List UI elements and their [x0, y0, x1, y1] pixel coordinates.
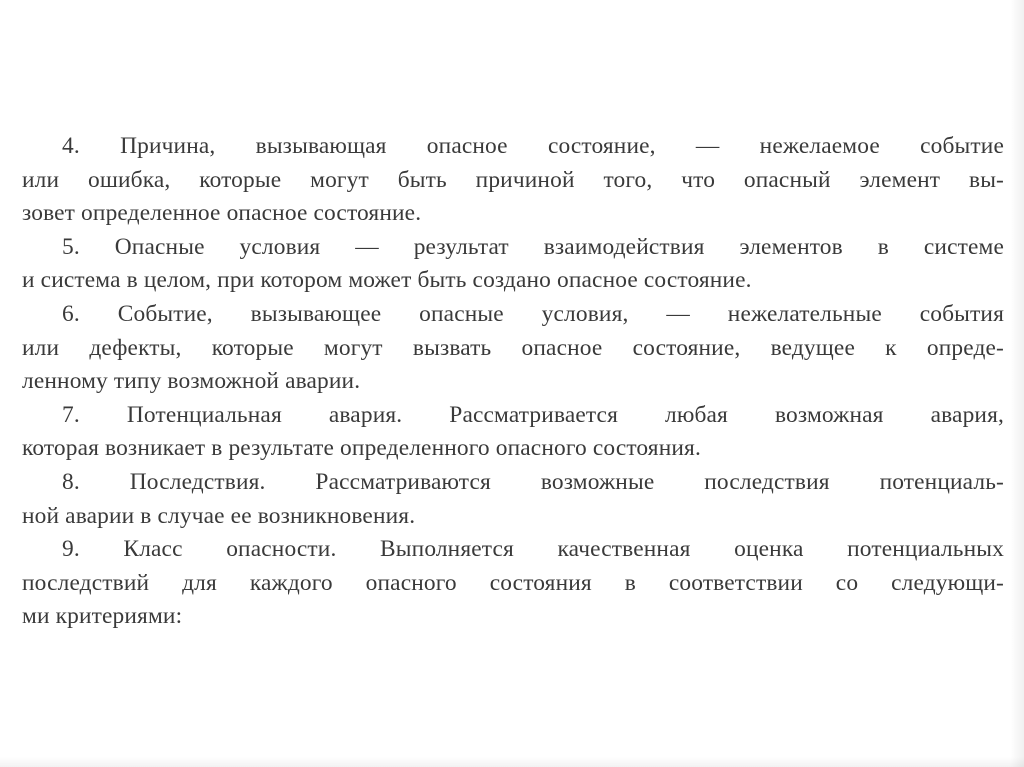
- paragraph-7: [22, 399, 1004, 466]
- text-line: зовет определенное опасное состояние.: [22, 200, 422, 227]
- paragraph-8: [22, 466, 1004, 533]
- text-line: и система в целом, при котором может быть создано опасное состояние.: [22, 267, 752, 294]
- page-edge-shadow: [1010, 0, 1024, 767]
- page-bottom-shadow: [0, 757, 1024, 767]
- text-line: 7. Потенциальная авария. Рассматривается любая возможная авария,: [62, 401, 1004, 428]
- text-line: последствий для каждого опасного состояния в соответствии со следующи-: [22, 569, 1004, 596]
- text-line: 9. Класс опасности. Выполняется качественная оценка потенциальных: [62, 536, 1004, 563]
- text-line: ми критериями:: [22, 603, 183, 630]
- text-line: ленному типу возможной аварии.: [22, 368, 361, 395]
- text-line: 6. Событие, вызывающее опасные условия, — нежелательные события: [62, 300, 1004, 327]
- document-text: [22, 130, 1004, 634]
- paragraph-6: [22, 298, 1004, 399]
- text-line: 5. Опасные условия — результат взаимодействия элементов в системе: [62, 233, 1004, 260]
- text-line: ной аварии в случае ее возникновения.: [22, 502, 416, 529]
- text-line: 4. Причина, вызывающая опасное состояние, — нежелаемое событие: [62, 133, 1004, 159]
- text-line: которая возникает в результате определенного опасного состояния.: [22, 435, 701, 462]
- paragraph-9: [22, 533, 1004, 634]
- text-line: или дефекты, которые могут вызвать опасное состояние, ведущее к опреде-: [22, 334, 1004, 361]
- text-line: 8. Последствия. Рассматриваются возможные последствия потенциаль-: [62, 468, 1004, 495]
- paragraph-4: [22, 130, 1004, 231]
- paragraph-5: [22, 231, 1004, 298]
- text-line: или ошибка, которые могут быть причиной того, что опасный элемент вы-: [22, 166, 1004, 193]
